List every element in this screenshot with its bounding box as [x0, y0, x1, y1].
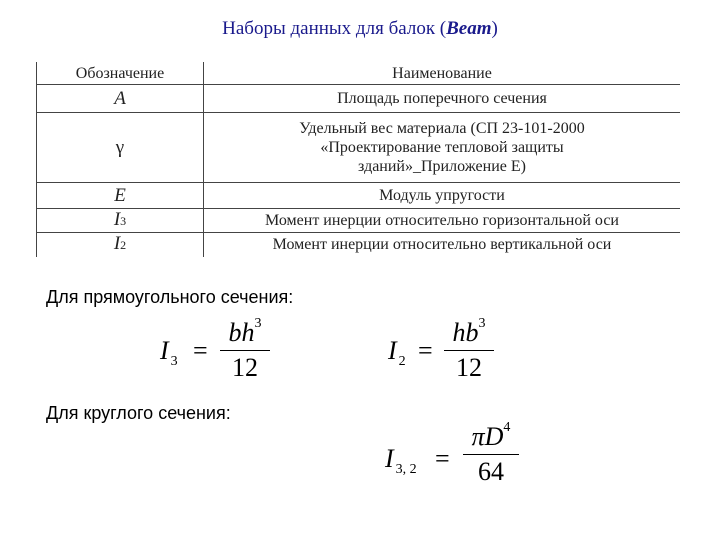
row-symbol: I2: [37, 233, 204, 257]
formula-i2: I $_2$ = $hb^3$ 12: [388, 318, 508, 388]
table-row: [37, 183, 681, 209]
formula-i3: I $_3$ = $bh^3$ 12: [160, 318, 280, 388]
row-symbol: E: [37, 183, 204, 209]
table-header-row: [37, 62, 681, 85]
beam-data-table-wrap: [36, 62, 680, 257]
table-row: [37, 233, 681, 257]
slide-title: [0, 18, 720, 40]
rect-section-label: Для прямоугольного сечения:: [46, 287, 294, 307]
title-suffix: ): [491, 18, 498, 39]
table-row: [37, 209, 681, 233]
table-row: [37, 85, 681, 113]
header-name: Наименование: [204, 62, 681, 85]
table-row: [37, 113, 681, 183]
row-desc: Момент инерции относительно вертикальной оси: [272, 236, 612, 254]
row-desc: Момент инерции относительно горизонтальной оси: [204, 209, 681, 233]
row-desc: Площадь поперечного сечения: [204, 85, 681, 113]
row-symbol: A: [37, 85, 204, 113]
title-term: Beam: [446, 18, 492, 39]
beam-data-table: [36, 62, 680, 257]
header-symbol: Обозначение: [37, 62, 204, 85]
title-prefix: Наборы данных для балок (: [222, 18, 447, 39]
round-section-label: Для круглого сечения:: [46, 403, 231, 423]
formula-i32: I $_{3, 2}$ = $\pi D^4$ 64: [385, 422, 535, 502]
row-desc: Удельный вес материала (СП 23-101-2000 «Проектирование тепловой защиты зданий»_Приложение Е): [204, 113, 681, 183]
row-symbol: I3: [37, 209, 204, 233]
row-desc: Модуль упругости: [204, 183, 681, 209]
row-symbol: γ: [37, 113, 204, 183]
